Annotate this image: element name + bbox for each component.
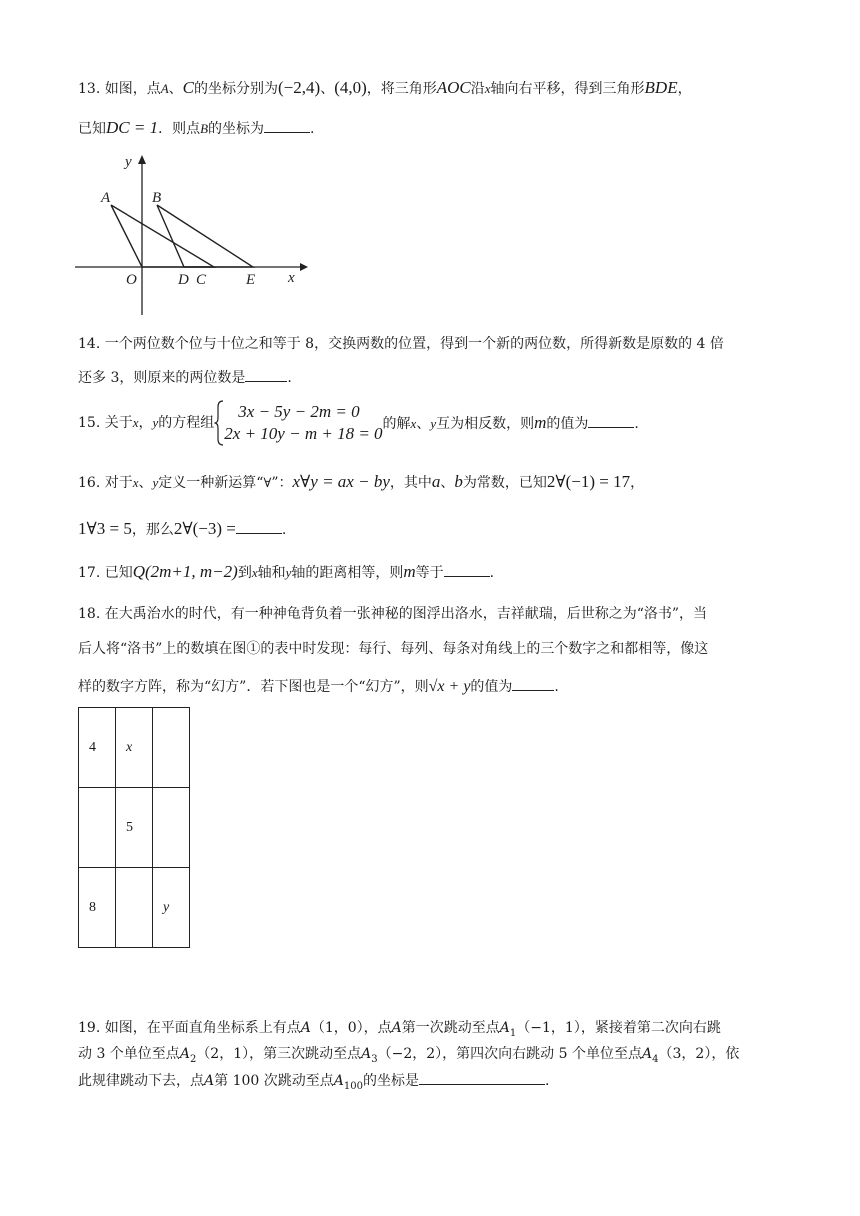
grid-cell bbox=[116, 868, 153, 948]
q13-figure bbox=[70, 150, 310, 320]
table-row bbox=[79, 868, 190, 948]
q18-line2: 后人将“洛书”上的数填在图①的表中时发现：每行、每列、每条对角线上的三个数字之和都相等，像这 bbox=[78, 641, 709, 657]
equation-system: 3x − 5y − 2m = 0 2x + 10y − m + 18 = 0 bbox=[224, 402, 383, 443]
answer-blank bbox=[236, 519, 282, 534]
grid-cell bbox=[153, 708, 190, 788]
left-brace-icon bbox=[214, 400, 224, 446]
q14-line2: 还多 3，则原来的两位数是 . bbox=[78, 367, 292, 388]
label-D: D bbox=[178, 272, 189, 288]
q13-line1: 13. 如图，点A、C的坐标分别为(−2,4)、(4,0)，将三角形AOC沿x轴向右平移，得到三角形BDE， bbox=[78, 78, 692, 97]
label-A: A bbox=[101, 190, 111, 206]
answer-blank bbox=[264, 118, 310, 133]
grid-cell: x bbox=[116, 708, 153, 788]
label-O: O bbox=[126, 272, 137, 288]
q16-line2: 1∀3 = 5，那么2∀(−3) = . bbox=[78, 519, 287, 538]
label-C: C bbox=[196, 272, 207, 288]
q19-line3: 此规律跳动下去，点A第 100 次跳动至点$A_{100}$的坐标是 . bbox=[78, 1070, 549, 1097]
q18-line1: 18. 在大禹治水的时代，有一种神龟背负着一张神秘的图浮出洛水，吉祥献瑞，后世称之为“洛书”，当 bbox=[78, 606, 708, 622]
answer-blank bbox=[419, 1070, 545, 1085]
grid-cell bbox=[153, 788, 190, 868]
table-row bbox=[79, 708, 190, 788]
triangle-AOC bbox=[111, 205, 214, 267]
label-x: x bbox=[288, 270, 295, 286]
grid-cell: 5 bbox=[116, 788, 153, 868]
q13-line2: 已知DC = 1．则点B的坐标为 . bbox=[78, 118, 315, 137]
answer-blank bbox=[512, 676, 554, 691]
magic-square bbox=[78, 707, 190, 948]
label-B: B bbox=[152, 190, 162, 206]
x-axis-arrow-icon bbox=[300, 263, 308, 271]
label-E: E bbox=[246, 272, 256, 288]
grid-cell: 8 bbox=[79, 868, 116, 948]
grid-cell: 4 bbox=[79, 708, 116, 788]
answer-blank bbox=[245, 367, 287, 382]
table-row bbox=[79, 788, 190, 868]
q18-line3: 样的数字方阵，称为“幻方”．若下图也是一个“幻方”，则√x + y的值为 . bbox=[78, 678, 559, 695]
q14-line1: 14. 一个两位数个位与十位之和等于 8，交换两数的位置，得到一个新的两位数，所得新数是原数的 4 倍 bbox=[78, 336, 724, 352]
answer-blank bbox=[444, 562, 490, 577]
q15-line: 15. 关于x，y的方程组 3x − 5y − 2m = 0 2x + 10y − m + 18 = 0 的解x、y互为相反数，则m的值为 . bbox=[78, 400, 639, 446]
q17-line: 17. 已知Q(2m+1, m−2)到x轴和y轴的距离相等，则m等于 . bbox=[78, 562, 495, 581]
answer-blank bbox=[588, 413, 634, 428]
grid-cell: y bbox=[153, 868, 190, 948]
grid-cell bbox=[79, 788, 116, 868]
q19-line1: 19. 如图，在平面直角坐标系上有点A（1，0），点A第一次跳动至点$A_1(-1$，1），紧接着第二次向右跳 bbox=[78, 1020, 721, 1039]
label-y: y bbox=[125, 154, 132, 170]
q16-line1: 16. 对于x、y定义一种新运算“∀”：x∀y = ax − by，其中a、b为常数，已知2∀(−1) = 17， bbox=[78, 472, 645, 491]
triangle-BDE bbox=[157, 205, 253, 267]
y-axis-arrow-icon bbox=[138, 155, 146, 164]
q19-line2: 动 3 个单位至点$A_2(2$，1），第三次跳动至点$A_3(-2$，2），第四次向右跳动 5 个单位至点$A_4(3$，2），依 bbox=[78, 1046, 740, 1065]
